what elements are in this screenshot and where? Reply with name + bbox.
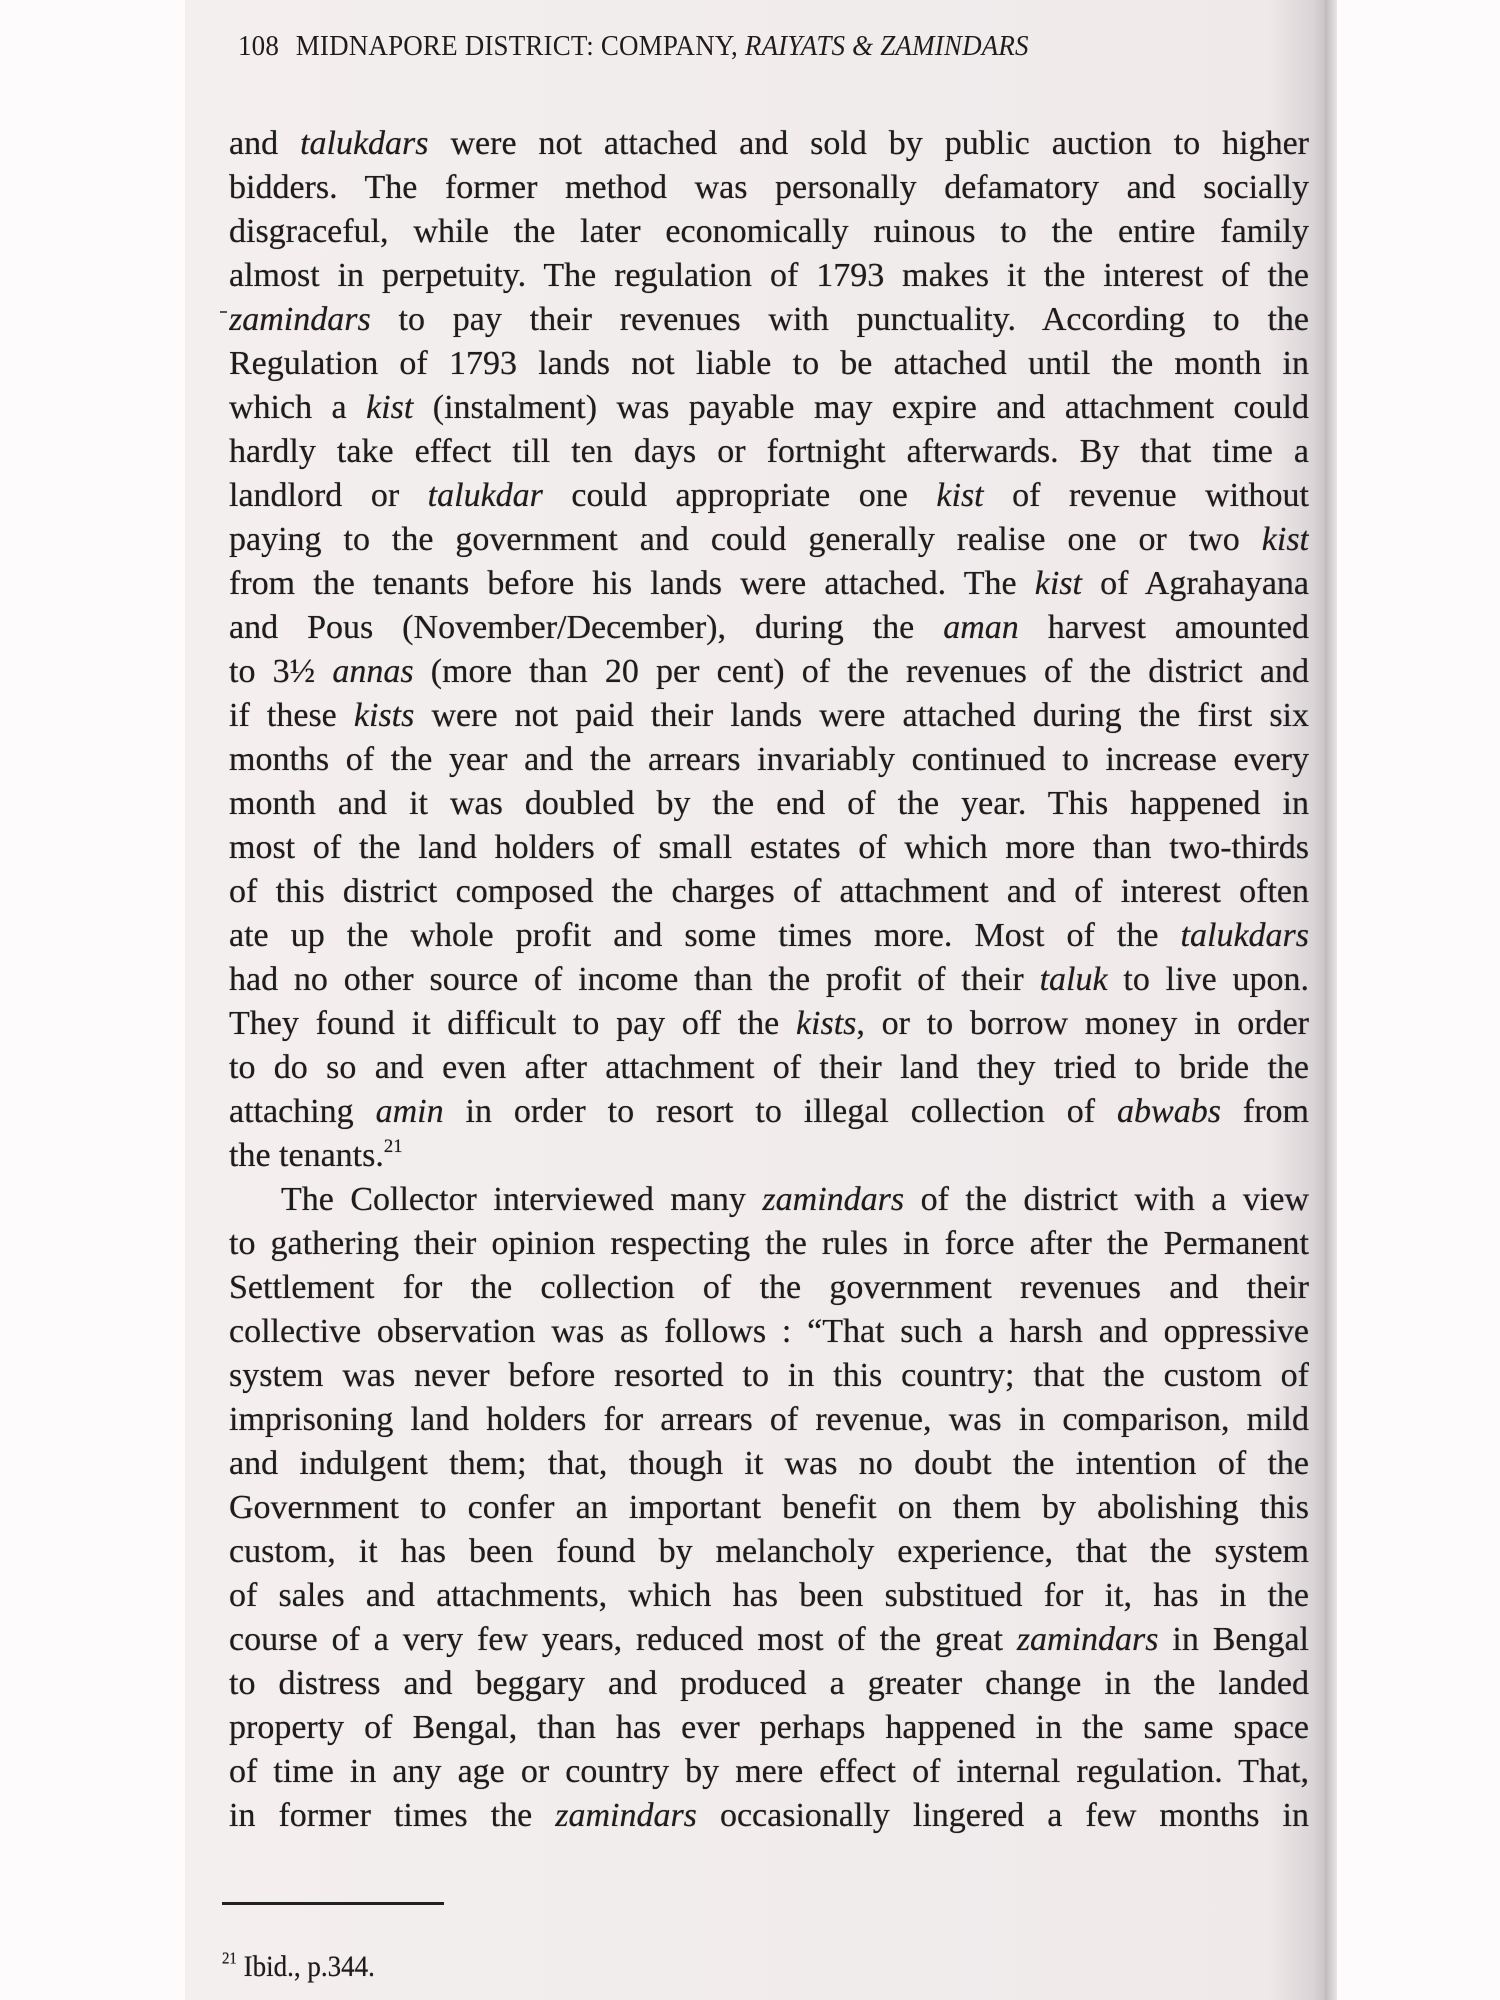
text-line [229,1706,1309,1750]
page-number: 108 [238,30,280,62]
italic-term: talukdar [427,477,543,514]
text-run: almost in perpetuity. The regulation of 1793 makes it the interest of the [229,257,1309,294]
text-run: if these [229,697,354,734]
footnote-text: Ibid., p.344. [236,1950,375,1983]
text-run: in former times the [229,1797,556,1834]
text-run: month and it was doubled by the end of the year. This happened in [229,785,1309,822]
text-run: to do so and even after attachment of their land they tried to bride the [229,1049,1309,1086]
italic-term: amin [375,1093,444,1130]
text-run: imprisoning land holders for arrears of revenue, was in comparison, mild [229,1401,1309,1438]
text-run: of sales and attachments, which has been substitued for it, has in the [229,1577,1309,1614]
text-line [229,826,1309,870]
text-run: most of the land holders of small estates of which more than two-thirds [229,829,1309,866]
text-run: to 3½ [229,653,333,690]
text-line [229,562,1309,606]
text-run: to gathering their opinion respecting the rules in force after the Permanent [229,1225,1309,1262]
text-run: from [1220,1093,1309,1130]
text-line [229,1222,1309,1266]
text-run: custom, it has been found by melancholy experience, that the system [229,1533,1309,1570]
text-line [229,1574,1309,1618]
text-run: They found it difficult to pay off the [229,1005,796,1042]
text-line [229,1178,1309,1222]
italic-term: kist [936,477,984,514]
text-line [229,870,1309,914]
italic-term: zamindars [229,301,371,338]
text-run: of the district with a view [904,1181,1309,1218]
text-line [229,298,1309,342]
italic-term: zamindars [555,1797,697,1834]
text-line [229,342,1309,386]
text-run: of revenue without [983,477,1309,514]
text-run: collective observation was as follows : “That such a harsh and oppressive [229,1313,1309,1350]
text-line [229,914,1309,958]
text-line [229,1046,1309,1090]
text-run: of this district composed the charges of attachment and of interest often [229,873,1309,910]
text-run: months of the year and the arrears invariably continued to increase every [229,741,1309,778]
text-run: hardly take effect till ten days or fortnight afterwards. By that time a [229,433,1309,470]
text-line [229,782,1309,826]
text-run: and indulgent them; that, though it was no doubt the intention of the [229,1445,1309,1482]
text-line [229,606,1309,650]
text-run: , or to borrow money in order [856,1005,1309,1042]
text-run: of time in any age or country by mere effect of internal regulation. That, [229,1753,1309,1790]
text-line [229,650,1309,694]
header-title: MIDNAPORE DISTRICT: COMPANY, [295,30,745,62]
text-line [229,1134,1309,1178]
footnote [222,1950,375,1984]
text-run: to distress and beggary and produced a greater change in the landed [229,1665,1309,1702]
text-run: paying to the government and could generally realise one or two [229,521,1262,558]
text-line [229,386,1309,430]
italic-term: zamindars [1016,1621,1159,1658]
italic-term: kist [366,389,414,426]
text-run: landlord or [229,477,428,514]
text-run: Regulation of 1793 lands not liable to be attached until the month in [229,345,1309,382]
text-run: in order to resort to illegal collection of [443,1093,1118,1130]
italic-term: kists [353,697,415,734]
text-run: system was never before resorted to in this country; that the custom of [229,1357,1309,1394]
text-run: the tenants. [229,1137,384,1174]
running-header [238,30,1029,63]
text-run: attaching [229,1093,376,1130]
italic-term: aman [943,609,1019,646]
text-line [229,1398,1309,1442]
text-line [229,1794,1309,1838]
italic-term: annas [332,653,414,690]
text-run: course of a very few years, reduced most of the great [229,1621,1017,1658]
text-line [229,1354,1309,1398]
text-line [229,1750,1309,1794]
text-line [229,210,1309,254]
text-run: disgraceful, while the later economically ruinous to the entire family [229,213,1309,250]
text-line [229,1002,1309,1046]
text-run: had no other source of income than the profit of their [229,961,1040,998]
text-line [229,474,1309,518]
text-line [229,518,1309,562]
text-run: from the tenants before his lands were attached. The [229,565,1035,602]
text-line [229,1618,1309,1662]
text-run: were not attached and sold by public auction to higher [428,125,1309,162]
text-run: to live upon. [1107,961,1309,998]
text-line [229,122,1309,166]
page-edge-shadow [1325,0,1337,2000]
text-line [229,430,1309,474]
text-line [229,958,1309,1002]
text-run: and Pous (November/December), during the [229,609,944,646]
text-run: occasionally lingered a few months in [696,1797,1309,1834]
text-line [229,1266,1309,1310]
italic-term: zamindars [762,1181,905,1218]
text-line [229,1486,1309,1530]
text-line [229,694,1309,738]
text-run: of Agrahayana [1081,565,1309,602]
text-line [229,1530,1309,1574]
italic-term: kist [1261,521,1309,558]
text-line [229,1090,1309,1134]
italic-term: abwabs [1117,1093,1221,1130]
text-run: (instalment) was payable may expire and attachment could [413,389,1309,426]
footnote-reference: 21 [383,1135,403,1157]
text-run: property of Bengal, than has ever perhaps happened in the same space [229,1709,1309,1746]
text-run: The Collector interviewed many [281,1181,763,1218]
italic-term: kists [795,1005,857,1042]
text-run: bidders. The former method was personally defamatory and socially [229,169,1309,206]
text-run: ate up the whole profit and some times more. Most of the [229,917,1181,954]
italic-term: kist [1034,565,1082,602]
italic-term: talukdars [300,125,429,162]
text-run: in Bengal [1158,1621,1309,1658]
text-line [229,166,1309,210]
header-title-italic: RAIYATS & ZAMINDARS [744,30,1029,62]
stray-ink-mark [220,311,227,313]
text-run: were not paid their lands were attached during the first six [414,697,1309,734]
italic-term: taluk [1039,961,1108,998]
text-run: harvest amounted [1018,609,1309,646]
text-run: and [229,125,301,162]
text-line [229,1662,1309,1706]
text-line [229,254,1309,298]
text-run: Government to confer an important benefit on them by abolishing this [229,1489,1309,1526]
text-run: could appropriate one [542,477,937,514]
text-line [229,1442,1309,1486]
text-line [229,1310,1309,1354]
text-run: which a [229,389,367,426]
footnote-number: 21 [222,1948,237,1968]
text-line [229,738,1309,782]
text-run: (more than 20 per cent) of the revenues of the district and [413,653,1309,690]
footnote-rule [222,1902,444,1905]
body-text [229,122,1309,1838]
italic-term: talukdars [1180,917,1309,954]
text-run: Settlement for the collection of the government revenues and their [229,1269,1309,1306]
text-run: to pay their revenues with punctuality. According to the [370,301,1309,338]
